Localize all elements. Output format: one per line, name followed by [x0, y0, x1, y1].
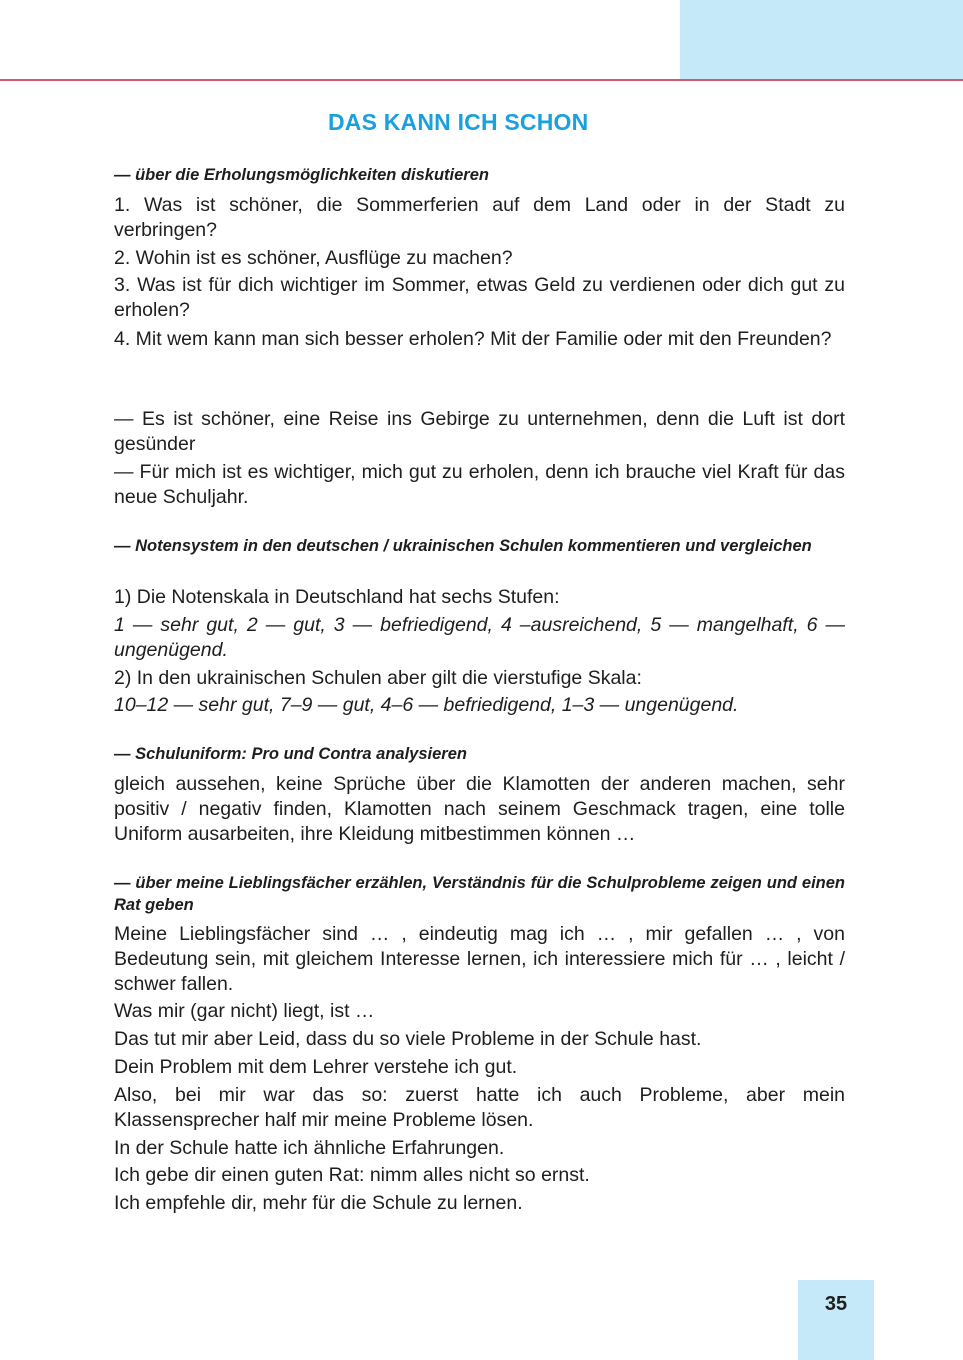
text-line: — Es ist schöner, eine Reise ins Gebirge zu unternehmen, denn die Luft ist dort gesünder: [114, 408, 845, 455]
text-line: Meine Lieblingsfächer sind … , eindeutig mag ich … , mir gefallen … , von Bedeutung sein, mit gleichem Interesse lernen, ich interessiere mich für … , leicht / schwer fallen.: [114, 923, 845, 995]
section-heading: — Notensystem in den deutschen / ukrainischen Schulen kommentieren und vergleichen: [114, 537, 812, 555]
text-line: Ich gebe dir einen guten Rat: nimm alles nicht so ernst.: [114, 1164, 590, 1186]
section-heading: — über die Erholungsmöglichkeiten diskutieren: [114, 166, 489, 184]
text-line: Dein Problem mit dem Lehrer verstehe ich gut.: [114, 1056, 518, 1078]
section-heading: — Schuluniform: Pro und Contra analysieren: [114, 745, 467, 763]
corner-decoration: [680, 0, 963, 80]
page-number: 35: [824, 1293, 848, 1315]
section-heading: — über meine Lieblingsfächer erzählen, Verständnis für die Schulprobleme zeigen und einen Rat geben: [114, 874, 845, 914]
text-line: Ich empfehle dir, mehr für die Schule zu lernen.: [114, 1192, 523, 1214]
grade-scale: 10–12 — sehr gut, 7–9 — gut, 4–6 — befriedigend, 1–3 — ungenügend.: [114, 694, 739, 716]
page-number-box: [798, 1280, 874, 1360]
text-line: 3. Was ist für dich wichtiger im Sommer, etwas Geld zu verdienen oder dich gut zu erholen?: [114, 274, 845, 321]
text-line: 2. Wohin ist es schöner, Ausflüge zu machen?: [114, 247, 513, 269]
text-line: In der Schule hatte ich ähnliche Erfahrungen.: [114, 1137, 505, 1159]
text-line: Also, bei mir war das so: zuerst hatte ich auch Probleme, aber mein Klassensprecher half mir meine Probleme lösen.: [114, 1084, 845, 1131]
text-line: Was mir (gar nicht) liegt, ist …: [114, 1000, 375, 1022]
text-line: 2) In den ukrainischen Schulen aber gilt die vierstufige Skala:: [114, 667, 642, 689]
text-line: — Für mich ist es wichtiger, mich gut zu erholen, denn ich brauche viel Kraft für das neue Schuljahr.: [114, 461, 845, 508]
text-line: 1) Die Notenskala in Deutschland hat sechs Stufen:: [114, 586, 560, 608]
text-line: 1. Was ist schöner, die Sommerferien auf dem Land oder in der Stadt zu verbringen?: [114, 194, 845, 241]
text-line: Das tut mir aber Leid, dass du so viele Probleme in der Schule hast.: [114, 1028, 702, 1050]
grade-scale: 1 — sehr gut, 2 — gut, 3 — befriedigend, 4 –ausreichend, 5 — mangelhaft, 6 — ungenügend.: [114, 614, 845, 661]
page-title: DAS KANN ICH SCHON: [328, 109, 589, 135]
text-line: gleich aussehen, keine Sprüche über die Klamotten der anderen machen, sehr positiv / negativ finden, Klamotten nach seinem Geschmack tragen, eine tolle Uniform ausarbeiten, ihre Kleidung mitbestimmen können …: [114, 773, 845, 845]
header-rule: [0, 79, 963, 81]
text-line: 4. Mit wem kann man sich besser erholen? Mit der Familie oder mit den Freunden?: [114, 328, 832, 350]
